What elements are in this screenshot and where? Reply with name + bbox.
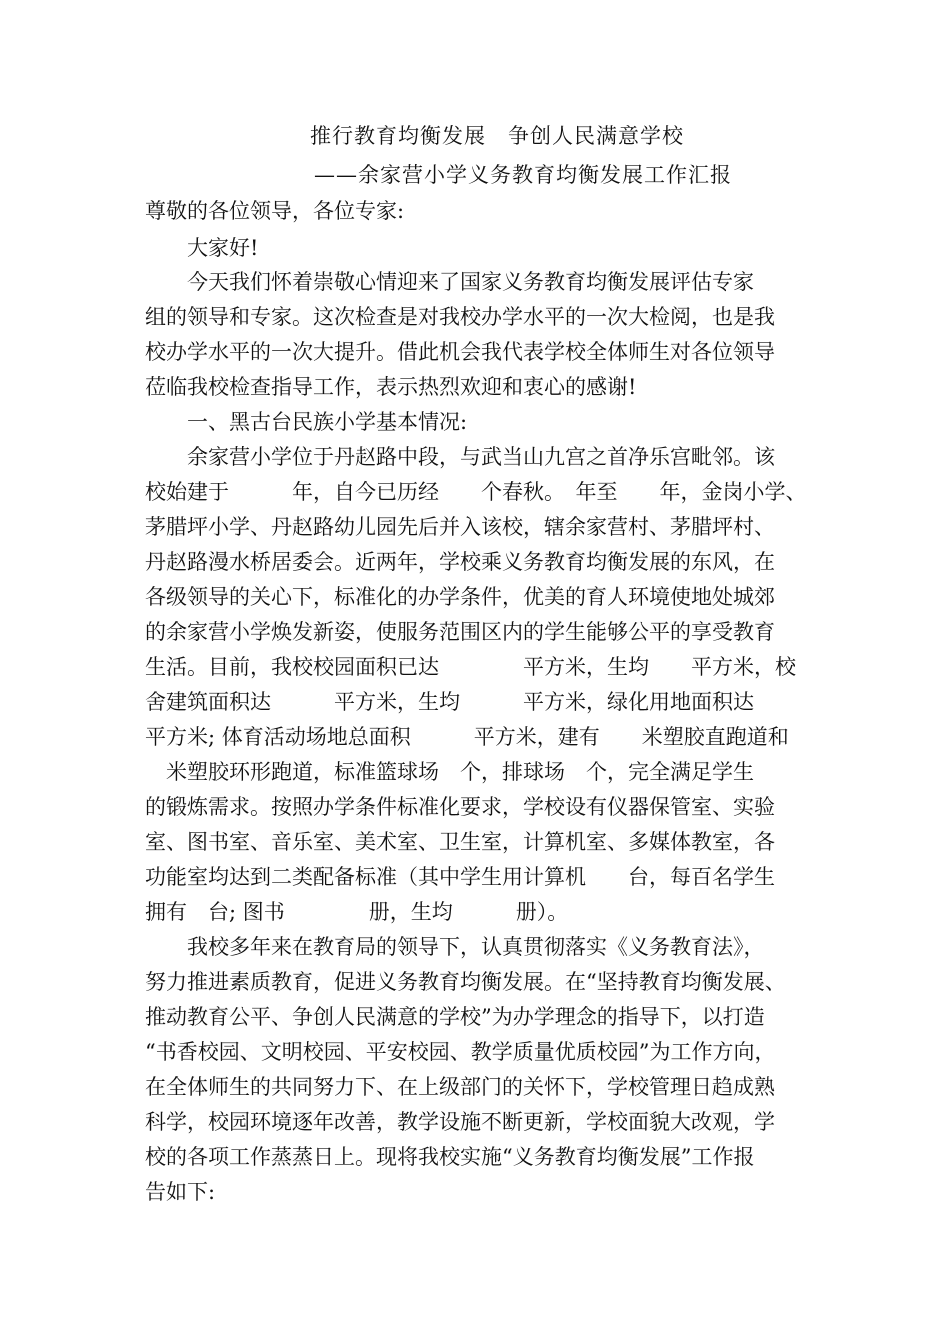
body-line: 余家营小学位于丹赵路中段，与武当山九宫之首净乐宫毗邻。该 xyxy=(145,445,775,469)
body-line: 茅腊坪小学、丹赵路幼儿园先后并入该校，辖余家营村、茅腊坪村、 xyxy=(145,515,775,539)
body-line: 校的各项工作蒸蒸日上。现将我校实施“义务教育均衡发展”工作报 xyxy=(145,1145,755,1169)
body-line: 一、黑古台民族小学基本情况: xyxy=(145,410,468,434)
body-line: 莅临我校检查指导工作，表示热烈欢迎和衷心的感谢! xyxy=(145,375,637,399)
body-line: 我校多年来在教育局的领导下，认真贯彻落实《义务教育法》， xyxy=(145,935,765,959)
body-line: 在全体师生的共同努力下、在上级部门的关怀下，学校管理日趋成熟 xyxy=(145,1075,775,1099)
body-line: 校办学水平的一次大提升。借此机会我代表学校全体师生对各位领导 xyxy=(145,340,775,364)
body-line: 室、图书室、音乐室、美术室、卫生室，计算机室、多媒体教室，各 xyxy=(145,830,775,854)
body-line: 今天我们怀着崇敬心情迎来了国家义务教育均衡发展评估专家 xyxy=(145,270,754,294)
body-line: 生活。目前，我校校园面积已达 平方米，生均 平方米，校 xyxy=(145,655,796,679)
document-subtitle: ——余家营小学义务教育均衡发展工作汇报 xyxy=(314,163,732,187)
body-line: 的余家营小学焕发新姿，使服务范围区内的学生能够公平的享受教育 xyxy=(145,620,775,644)
body-line: 丹赵路漫水桥居委会。近两年，学校乘义务教育均衡发展的东风，在 xyxy=(145,550,775,574)
body-line: 努力推进素质教育，促进义务教育均衡发展。在“坚持教育均衡发展、 xyxy=(145,970,786,994)
body-line: 功能室均达到二类配备标准（其中学生用计算机 台，每百名学生 xyxy=(145,865,775,889)
body-line: 各级领导的关心下，标准化的办学条件，优美的育人环境使地处城郊 xyxy=(145,585,775,609)
body-line: 平方米; 体育活动场地总面积 平方米，建有 米塑胶直跑道和 xyxy=(145,725,789,749)
document-title: 推行教育均衡发展 争创人民满意学校 xyxy=(310,124,684,148)
body-line: 告如下: xyxy=(145,1180,216,1204)
body-line: 大家好! xyxy=(145,236,259,260)
body-line: 推动教育公平、争创人民满意的学校”为办学理念的指导下，以打造 xyxy=(145,1005,765,1029)
body-line: 的锻炼需求。按照办学条件标准化要求，学校设有仪器保管室、实验 xyxy=(145,795,775,819)
body-line: “书香校园、文明校园、平安校园、教学质量优质校园”为工作方向， xyxy=(145,1040,776,1064)
body-line: 米塑胶环形跑道，标准篮球场 个，排球场 个，完全满足学生 xyxy=(145,760,754,784)
body-line: 校始建于 年，自今已历经 个春秋。 年至 年，金岗小学、 xyxy=(145,480,807,504)
body-line: 组的领导和专家。这次检查是对我校办学水平的一次大检阅，也是我 xyxy=(145,305,775,329)
body-line: 科学，校园环境逐年改善，教学设施不断更新，学校面貌大改观，学 xyxy=(145,1110,775,1134)
body-line: 拥有 台; 图书 册，生均 册）。 xyxy=(145,900,569,924)
body-line: 舍建筑面积达 平方米，生均 平方米，绿化用地面积达 xyxy=(145,690,754,714)
body-line: 尊敬的各位领导，各位专家: xyxy=(145,199,405,223)
